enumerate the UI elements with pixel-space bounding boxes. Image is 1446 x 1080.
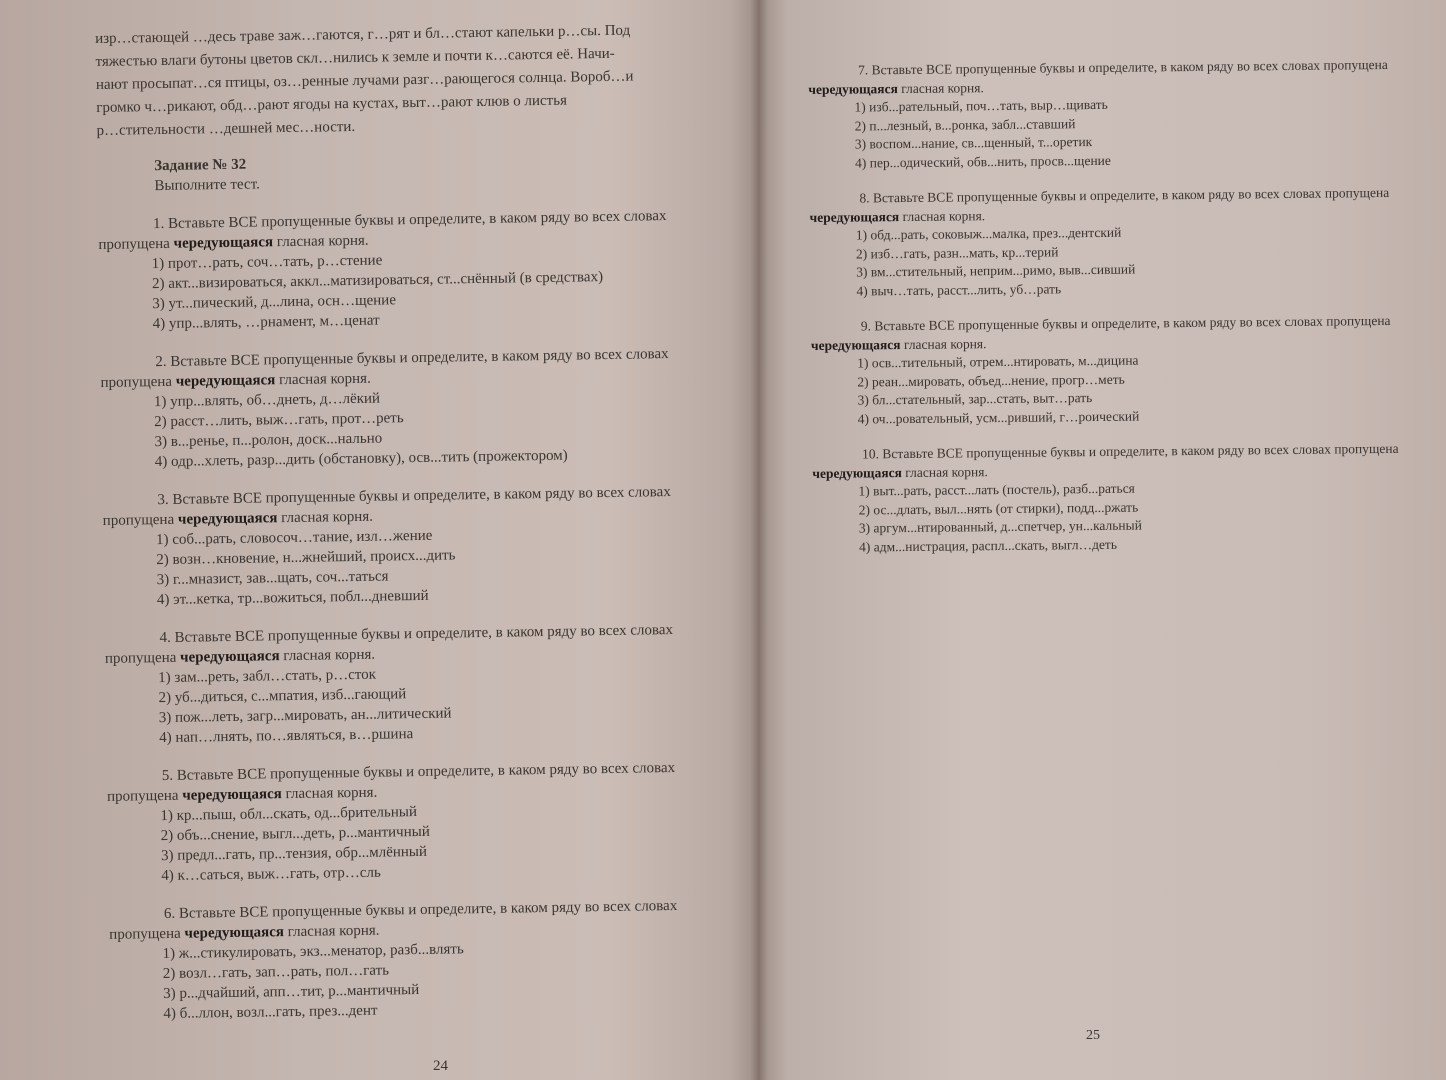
answer-option: 4) одр...хлеть, разр...дить (обстановку), осв...тить (прожектором) <box>154 447 568 471</box>
question-9 <box>811 312 1407 429</box>
intro-line: тяжестью влаги бутоны цветов скл…нились к земле и почти к…саются её. Начи- <box>95 45 615 70</box>
answer-option: 2) возн…кновение, н...жнейший, происх...дить <box>156 547 456 569</box>
answer-option: 1) осв...тительный, отрем...нтировать, м...дицина <box>857 352 1139 371</box>
question-5 <box>107 757 749 887</box>
answer-option: 4) пер...одический, обв...нить, просв...щение <box>854 152 1111 171</box>
answer-option: 2) уб...диться, с...мпатия, изб...гающий <box>158 686 407 707</box>
question-stem: 1. Вставьте ВСЕ пропущенные буквы и определите, в каком ряду во всех словах пропущена чередующаяся гласная корня. <box>98 208 667 253</box>
answer-option: 3) пож...леть, загр...мировать, ан...литический <box>158 705 452 727</box>
answer-option: 1) упр...влять, об…днеть, д…лёкий <box>153 390 381 411</box>
answer-option: 4) б...ллон, возл...гать, през...дент <box>163 1002 378 1023</box>
intro-line: изр…стающей …десь траве заж…гаются, г…рят и бл…стают капельки р…сы. Под <box>95 22 631 47</box>
answer-option: 3) вм...стительный, неприм...римо, выв...сивший <box>856 261 1136 280</box>
answer-option: 1) соб...рать, словосоч…тание, изл…жение <box>155 527 433 549</box>
answer-option: 1) выт...рать, расст...лать (постель), разб...раться <box>858 480 1135 499</box>
question-2 <box>100 343 742 473</box>
answer-option: 2) п...лезный, в...ронка, забл...ставший <box>854 115 1076 134</box>
question-8 <box>809 184 1405 301</box>
answer-option: 2) объ...снение, выгл...деть, р...мантичный <box>160 823 430 845</box>
left-page-content <box>95 18 751 1025</box>
question-1 <box>98 205 740 335</box>
answer-option: 2) ос...длать, выл...нять (от стирки), подд...ржать <box>858 499 1139 517</box>
answer-option: 1) изб...рательный, поч…тать, выр…щивать <box>854 96 1108 115</box>
answer-option: 4) оч...ровательный, усм...ривший, г…роический <box>857 408 1140 426</box>
question-7 <box>808 56 1404 173</box>
answer-option: 3) аргум...нтированный, д...спетчер, ун...кальный <box>858 517 1142 536</box>
answer-option: 1) зам...реть, забл…стать, р…сток <box>158 666 377 687</box>
question-10 <box>812 440 1408 557</box>
answer-option: 1) кр...пыш, обл...скать, од...брительный <box>160 804 418 825</box>
answer-option: 4) адм...нистрация, распл...скать, выгл…деть <box>858 536 1118 554</box>
intro-line: р…стительности …дешней мес…ности. <box>96 118 356 139</box>
task-title: Задание № 32 <box>154 156 247 175</box>
question-stem: 9. Вставьте ВСЕ пропущенные буквы и определите, в каком ряду во всех словах пропущена чередующаяся гласная корня. <box>810 312 1391 353</box>
question-stem: 2. Вставьте ВСЕ пропущенные буквы и определите, в каком ряду во всех словах пропущена чередующаяся гласная корня. <box>100 346 669 391</box>
answer-option: 3) ут...пический, д...лина, осн…щение <box>152 292 397 313</box>
intro-line: нают просыпат…ся птицы, оз…ренные лучами разг…рающегося солнца. Вороб…и <box>95 68 634 93</box>
answer-option: 1) прот…рать, соч…тать, р…стение <box>151 252 383 273</box>
answer-option: 3) в...ренье, п...ролон, доск...нально <box>154 430 383 451</box>
question-stem: 6. Вставьте ВСЕ пропущенные буквы и определите, в каком ряду во всех словах пропущена чередующаяся гласная корня. <box>109 897 678 943</box>
answer-option: 4) эт...кетка, тр...вожиться, побл...дневший <box>156 587 429 609</box>
intro-line: громко ч…рикают, обд…рают ягоды на кустах, выт…рают клюв о листья <box>96 92 568 116</box>
answer-option: 1) ж...стикулировать, экз...менатор, разб...влять <box>162 941 464 963</box>
answer-option: 4) нап…лнять, по…являться, в…ршина <box>159 726 414 747</box>
right-page-content <box>808 56 1408 557</box>
answer-option: 4) выч…тать, расст...лить, уб…рать <box>856 280 1062 299</box>
answer-option: 3) предл...гать, пр...тензия, обр...млённый <box>160 843 428 865</box>
answer-option: 3) воспом...нание, св...щенный, т...оретик <box>854 134 1093 152</box>
question-stem: 4. Вставьте ВСЕ пропущенные буквы и определите, в каком ряду во всех словах пропущена чередующаяся гласная корня. <box>104 621 674 667</box>
question-stem: 10. Вставьте ВСЕ пропущенные буквы и определите, в каком ряду во всех словах пропущена чередующаяся гласная корня. <box>812 440 1399 481</box>
intro-paragraph <box>95 18 737 143</box>
answer-option: 2) возл…гать, зап…рать, пол…гать <box>162 962 390 983</box>
answer-option: 3) р...дчайший, апп…тит, р...мантичный <box>163 982 420 1003</box>
question-6 <box>109 895 751 1025</box>
question-3 <box>102 481 744 611</box>
question-4 <box>104 619 746 749</box>
answer-option: 2) изб…гать, разн...мать, кр...терий <box>855 243 1059 262</box>
page-number: 25 <box>1086 1028 1100 1043</box>
answer-option: 3) бл...стательный, зар...стать, выт…рать <box>857 390 1093 408</box>
question-stem: 5. Вставьте ВСЕ пропущенные буквы и определите, в каком ряду во всех словах пропущена чередующаяся гласная корня. <box>106 759 676 805</box>
question-stem: 8. Вставьте ВСЕ пропущенные буквы и определите, в каком ряду во всех словах пропущена чередующаяся гласная корня. <box>809 184 1390 225</box>
task-subtitle: Выполните тест. <box>154 176 260 195</box>
answer-option: 2) акт...визироваться, аккл...матизироваться, ст...снённый (в средствах) <box>151 269 604 293</box>
answer-option: 3) г...мназист, зав...щать, соч...таться <box>156 568 389 589</box>
question-stem: 3. Вставьте ВСЕ пропущенные буквы и определите, в каком ряду во всех словах пропущена чередующаяся гласная корня. <box>102 484 671 529</box>
answer-option: 4) упр...влять, …рнамент, м…ценат <box>152 312 380 333</box>
question-stem: 7. Вставьте ВСЕ пропущенные буквы и определите, в каком ряду во всех словах пропущена чередующаяся гласная корня. <box>808 56 1388 97</box>
answer-option: 2) реан...мировать, объед...нение, прогр…меть <box>857 371 1125 390</box>
right-page <box>760 0 1446 1080</box>
book-gutter <box>750 0 768 1080</box>
page-number: 24 <box>433 1058 448 1074</box>
answer-option: 1) обд...рать, соковыж...малка, през...дентский <box>855 224 1122 243</box>
answer-option: 4) к…саться, выж…гать, отр…сль <box>161 864 381 885</box>
answer-option: 2) расст…лить, выж…гать, прот…реть <box>154 410 404 431</box>
